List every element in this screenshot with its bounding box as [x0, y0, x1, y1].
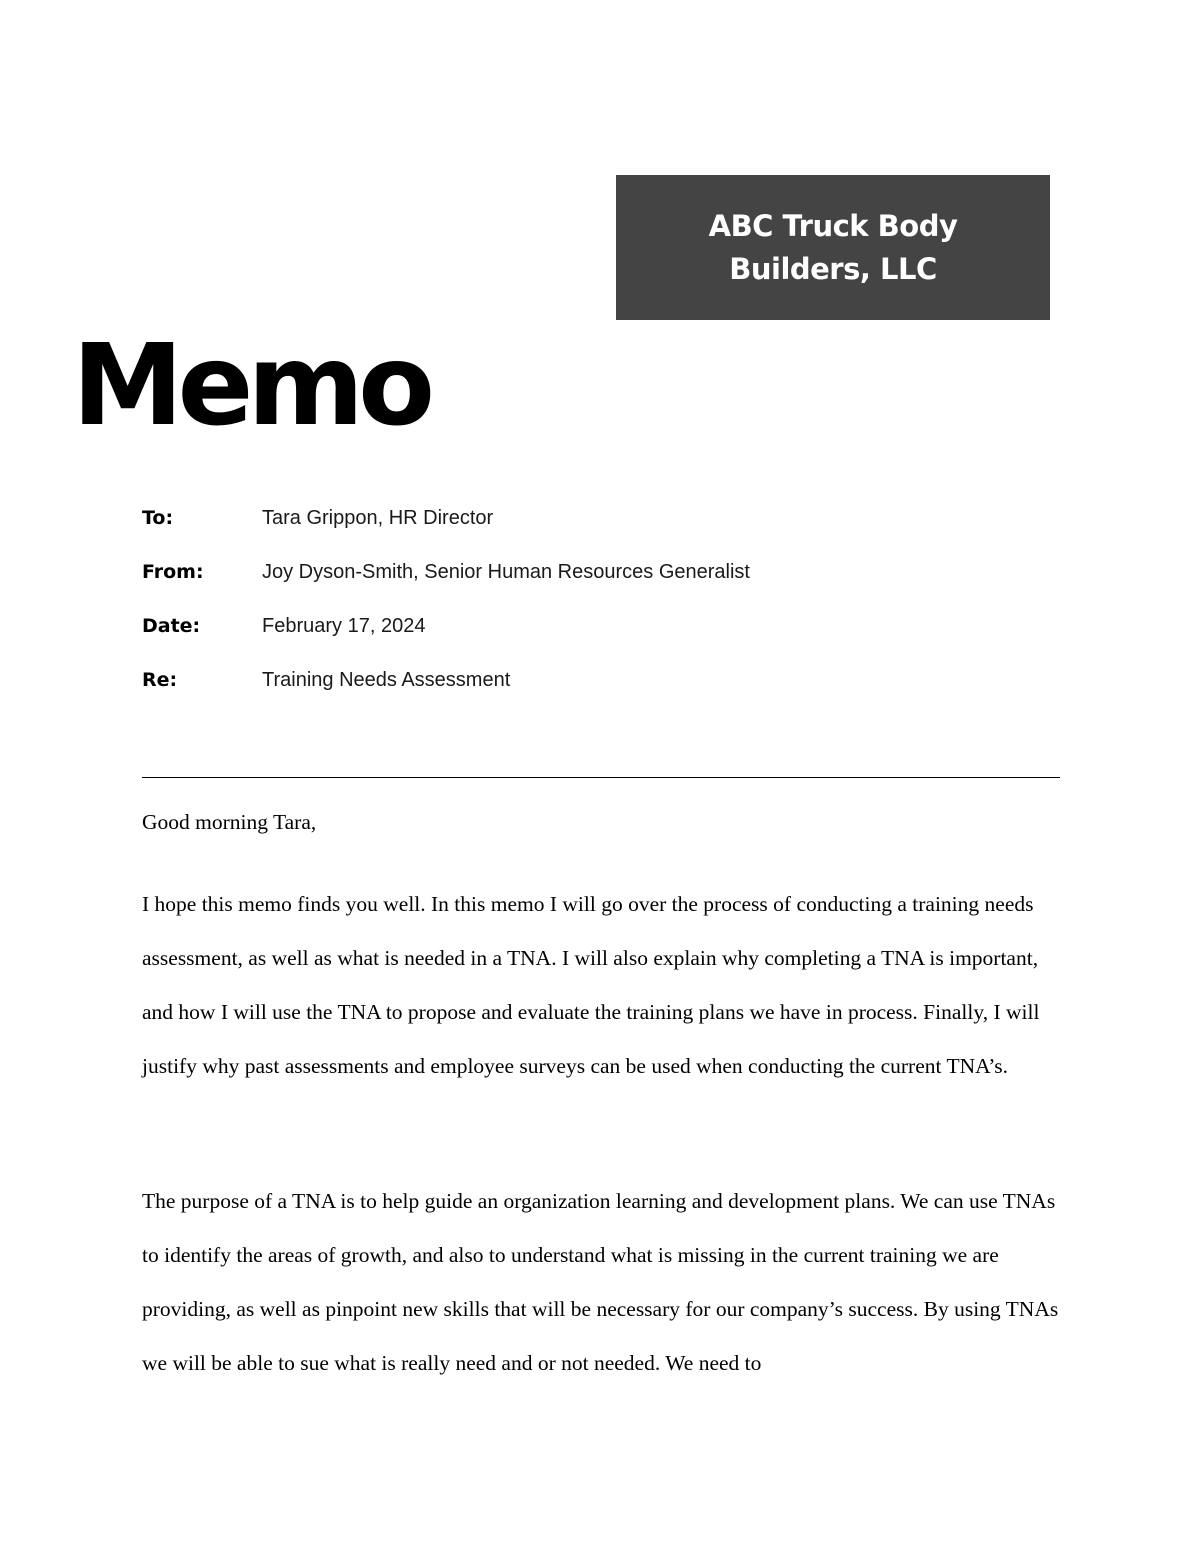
re-value: Training Needs Assessment: [262, 669, 511, 691]
header-row-from: [142, 561, 750, 591]
from-value: Joy Dyson-Smith, Senior Human Resources Generalist: [262, 561, 750, 583]
header-row-to: [142, 507, 493, 537]
header-row-re: [142, 669, 510, 699]
header-row-date: [142, 615, 425, 645]
memo-title: Memo: [72, 321, 430, 451]
company-name-box: [616, 175, 1050, 320]
greeting: Good morning Tara,: [142, 810, 317, 834]
company-name: ABC Truck Body Builders, LLC: [708, 208, 958, 286]
date-value: February 17, 2024: [262, 615, 426, 637]
body-paragraph-2: The purpose of a TNA is to help guide an organization learning and development plans. We can use TNAs to identify the areas of growth, and also to understand what is missing in the current training we are providing, as well as pinpoint new skills that will be necessary for our company’s success. By using TNAs we will be able to sue what is really need and or not needed. We need to: [142, 1189, 1059, 1375]
header-divider: [142, 777, 1060, 778]
date-label: Date:: [142, 615, 201, 637]
to-value: Tara Grippon, HR Director: [262, 507, 494, 529]
re-label: Re:: [142, 669, 178, 691]
body-paragraph-1: I hope this memo finds you well. In this memo I will go over the process of conducting a training needs assessment, as well as what is needed in a TNA. I will also explain why completing a TNA is important, and how I will use the TNA to propose and evaluate the training plans we have in process. Finally, I will justify why past assessments and employee surveys can be used when conducting the current TNA’s.: [142, 892, 1040, 1078]
from-label: From:: [142, 561, 204, 583]
to-label: To:: [142, 507, 174, 529]
